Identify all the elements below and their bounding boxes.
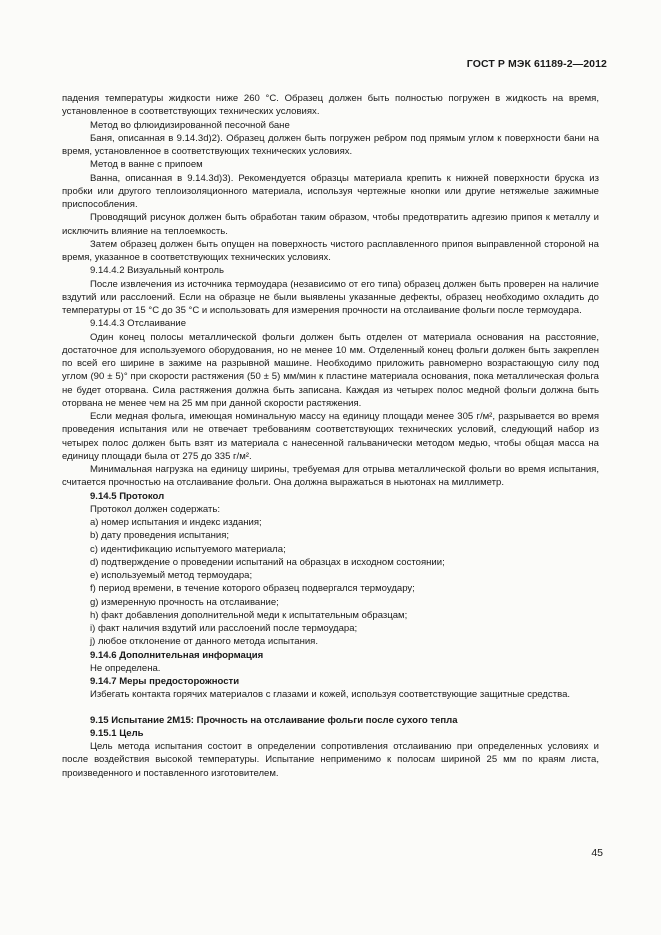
paragraph: Один конец полосы металлической фольги должен быть отделен от материала основания на расстояние, достаточное для используемого оборудования, но не менее 10 мм. Отделенный конец фольги должен быть закреплен по всей его ширине в зажиме на разрывной машине. Необходимо приложить равномерно возрастающую силу под углом (90 ± 5)° при скорости растяжения (50 ± 5) мм/мин к пластине материала основания, пока металлическая фольга не будет оторвана. Сила растяжения должна быть записана. Каждая из четырех полос медной фольги должна быть оторвана не менее чем на 25 мм при данной скорости растяжения. bbox=[62, 331, 599, 409]
paragraph: Не определена. bbox=[90, 662, 161, 674]
list-item: j) любое отклонение от данного метода испытания. bbox=[90, 636, 319, 648]
list-item: d) подтверждение о проведении испытаний на образцах в исходном состоянии; bbox=[90, 556, 445, 568]
paragraph: Если медная фольга, имеющая номинальную массу на единицу площади менее 305 г/м², разрывается во время проведения испытания или не отвечает требованиям соответствующих технических условий, следующий набор из четырех полос должен быть взят из материала с нанесенной гальванически методом медью, чтобы общая масса на единицу площади была от 275 до 335 г/м². bbox=[62, 411, 599, 462]
list-item: g) измеренную прочность на отслаивание; bbox=[90, 596, 279, 608]
paragraph: Затем образец должен быть опущен на поверхность чистого расплавленного припоя выправленной стороной на время, указанное в соответствующих технических условиях. bbox=[62, 238, 599, 263]
paragraph: Проводящий рисунок должен быть обработан таким образом, чтобы предотвратить адгезию припоя к металлу и исключить влияние на теплоемкость. bbox=[62, 212, 599, 237]
paragraph: Протокол должен содержать: bbox=[90, 503, 220, 515]
method-heading: Метод в ванне с припоем bbox=[90, 159, 203, 171]
list-item: f) период времени, в течение которого образец подвергался термоудару; bbox=[90, 583, 415, 595]
section-heading: 9.14.4.3 Отслаивание bbox=[90, 318, 187, 330]
paragraph: Ванна, описанная в 9.14.3d)3). Рекомендуется образцы материала крепить к нижней поверхности бруска из пробки или другого теплоизоляционного материала, используя чертежные кнопки или другие нетяжелые зажимные приспособления. bbox=[62, 172, 599, 210]
paragraph: Избегать контакта горячих материалов с глазами и кожей, используя соответствующие защитные средства. bbox=[90, 689, 571, 701]
section-heading: 9.15 Испытание 2М15: Прочность на отслаивание фольги после сухого тепла bbox=[90, 714, 458, 726]
section-heading: 9.14.7 Меры предосторожности bbox=[90, 676, 240, 687]
list-item: e) используемый метод термоудара; bbox=[90, 570, 253, 581]
list-item: c) идентификацию испытуемого материала; bbox=[90, 543, 286, 555]
standard-header: ГОСТ Р МЭК 61189-2—2012 bbox=[466, 58, 607, 70]
method-heading: Метод во флюидизированной песочной бане bbox=[90, 119, 290, 131]
list-item: a) номер испытания и индекс издания; bbox=[90, 517, 262, 528]
paragraph: Баня, описанная в 9.14.3d)2). Образец должен быть погружен ребром под прямым углом к поверхности бани на время, установленное в соответствующих технических условиях. bbox=[62, 132, 599, 157]
section-heading: 9.15.1 Цель bbox=[90, 727, 144, 739]
paragraph: Минимальная нагрузка на единицу ширины, требуемая для отрыва металлической фольги во время испытания, считается прочностью на отслаивание фольги. Она должна выражаться в ньютонах на миллиметр. bbox=[62, 464, 599, 489]
document-body bbox=[62, 92, 599, 780]
section-heading: 9.14.5 Протокол bbox=[90, 490, 165, 502]
section-heading: 9.14.6 Дополнительная информация bbox=[90, 649, 264, 661]
paragraph: падения температуры жидкости ниже 260 °С. Образец должен быть полностью погружен в жидкость на время, установленное в соответствующих технических условиях. bbox=[62, 93, 599, 118]
list-item: b) дату проведения испытания; bbox=[90, 530, 230, 542]
list-item: i) факт наличия вздутий или расслоений после термоудара; bbox=[90, 623, 358, 634]
section-heading: 9.14.4.2 Визуальный контроль bbox=[90, 265, 224, 277]
page-number: 45 bbox=[591, 847, 603, 859]
paragraph: Цель метода испытания состоит в определении сопротивления отслаиванию при определенных условиях и после воздействия высокой температуры. Испытание неприменимо к полосам шириной 25 мм по краям листа, произведенного и поставленного изготовителем. bbox=[62, 741, 599, 779]
paragraph: После извлечения из источника термоудара (независимо от его типа) образец должен быть проверен на наличие вздутий или расслоений. Если на образце не были выявлены указанные дефекты, образец необходимо охладить до температуры от 15 °С до 35 °С и использовать для измерения прочности на отслаивание фольги после термоудара. bbox=[62, 278, 599, 316]
list-item: h) факт добавления дополнительной меди к испытательным образцам; bbox=[90, 609, 408, 621]
